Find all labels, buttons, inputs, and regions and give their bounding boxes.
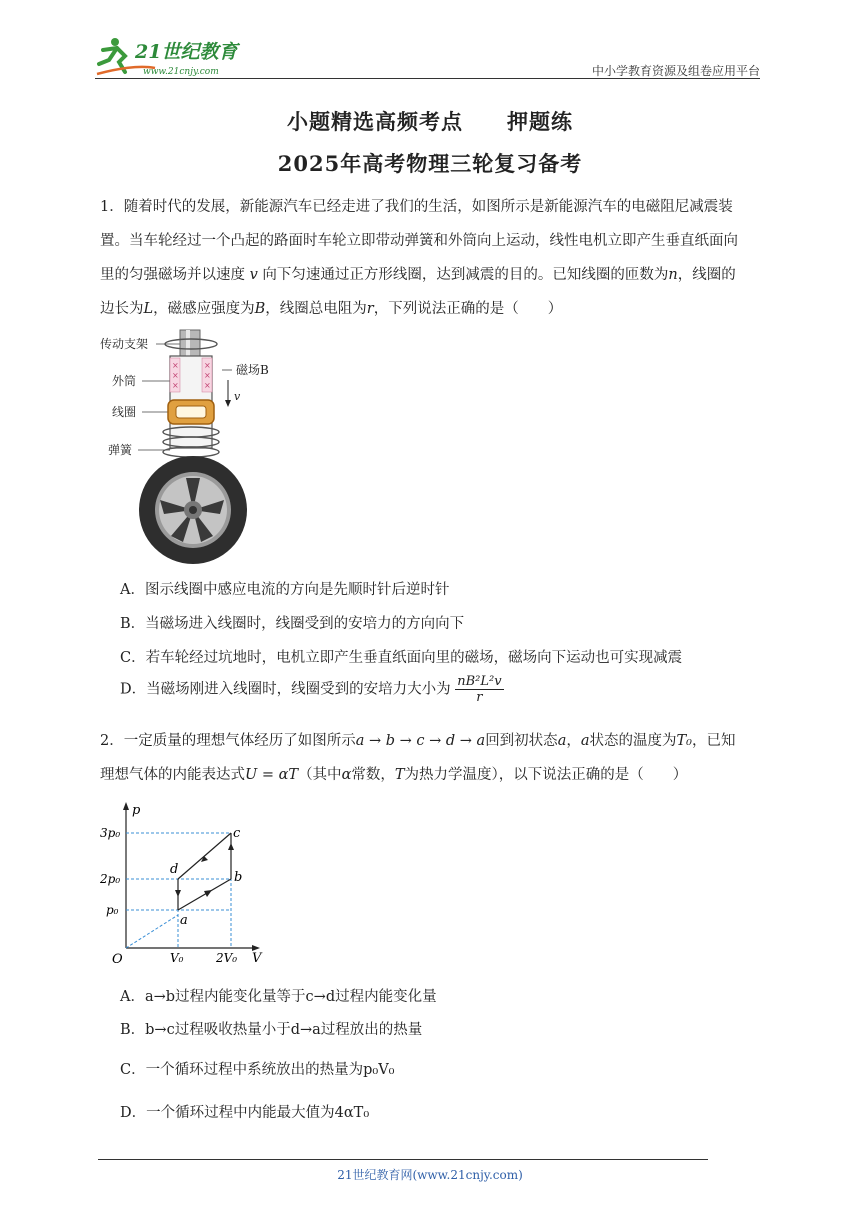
q2-option-d: D．一个循环过程中内能最大值为4αT₀ xyxy=(120,1105,370,1121)
q2-line2: 理想气体的内能表达式U = αT（其中α常数，T为热力学温度），以下说法正确的是（ ） xyxy=(100,767,688,783)
x-axis-label: V xyxy=(252,951,262,966)
q2-option-b: B．b→c过程吸收热量小于d→a过程放出的热量 xyxy=(120,1022,423,1038)
point-a: a xyxy=(180,913,188,928)
point-c: c xyxy=(233,826,241,841)
q1-line3: 里的匀强磁场并以速度 v 向下匀速通过正方形线圈，达到减震的目的。已知线圈的匝数为n，线圈的 xyxy=(100,267,736,283)
title-part2: 押题练 xyxy=(507,109,573,134)
wheel xyxy=(139,456,247,564)
svg-text:×: × xyxy=(172,381,179,390)
tick-2p0: 2p₀ xyxy=(100,872,121,886)
question-1-stem xyxy=(100,190,768,326)
svg-text:×: × xyxy=(204,371,211,380)
svg-text:×: × xyxy=(204,361,211,370)
q1-line4: 边长为L，磁感应强度为B，线圈总电阻为r，下列说法正确的是（ ） xyxy=(100,301,563,317)
point-d: d xyxy=(170,862,179,877)
question-2-stem xyxy=(100,724,768,792)
tick-v0: V₀ xyxy=(170,951,184,965)
q1-option-d: D．当磁场刚进入线圈时，线圈受到的安培力大小为 $\frac{\text{nB²L²v}}{r}$ xyxy=(120,674,502,705)
point-b: b xyxy=(234,870,243,885)
tick-p0: p₀ xyxy=(106,903,119,917)
label-bracket: 传动支架 xyxy=(100,337,149,351)
title-part1: 小题精选高频考点 xyxy=(287,109,463,134)
tick-3p0: 3p₀ xyxy=(100,826,121,840)
q1-option-b: B．当磁场进入线圈时，线圈受到的安培力的方向向下 xyxy=(120,616,465,632)
cycle-path xyxy=(178,833,231,910)
svg-text:×: × xyxy=(204,381,211,390)
platform-label: 中小学教育资源及组卷应用平台 xyxy=(591,64,760,78)
tick-2v0: 2V₀ xyxy=(216,951,238,965)
svg-text:×: × xyxy=(172,371,179,380)
page-subtitle: 2025年高考物理三轮复习备考 xyxy=(277,151,583,176)
q2-option-a: A．a→b过程内能变化量等于c→d过程内能变化量 xyxy=(120,989,437,1005)
origin-label: O xyxy=(112,952,123,967)
header-divider xyxy=(95,78,760,79)
label-coil: 线圈 xyxy=(112,405,137,419)
shock-absorber-figure xyxy=(98,328,298,566)
q2-line1: 2．一定质量的理想气体经历了如图所示a → b → c → d → a回到初状态a，a状态的温度为T₀，已知 xyxy=(100,733,736,749)
label-field: 磁场B xyxy=(236,363,269,377)
footer-divider xyxy=(98,1159,708,1160)
q1-d-fraction: $\frac{\text{nB²L²v}}{r}$ xyxy=(457,674,502,705)
logo-url: www.21cnjy.com xyxy=(143,67,219,77)
q1-line1: 1．随着时代的发展，新能源汽车已经走进了我们的生活，如图所示是新能源汽车的电磁阻尼减震装 xyxy=(100,199,733,215)
q1-line2: 置。当车轮经过一个凸起的路面时车轮立即带动弹簧和外筒向上运动，线性电机立即产生垂直纸面向 xyxy=(100,233,738,249)
q1-option-a: A．图示线圈中感应电流的方向是先顺时针后逆时针 xyxy=(120,582,450,598)
q2-option-c: C．一个循环过程中系统放出的热量为p₀V₀ xyxy=(120,1062,395,1078)
pv-graph xyxy=(100,800,276,970)
y-axis-label: p xyxy=(132,803,141,818)
page-header xyxy=(95,32,760,80)
label-velocity: v xyxy=(234,390,241,403)
q1-option-c: C．若车轮经过坑地时，电机立即产生垂直纸面向里的磁场，磁场向下运动也可实现减震 xyxy=(120,650,683,666)
logo-text: 21世纪教育 xyxy=(135,41,238,63)
label-spring: 弹簧 xyxy=(108,443,133,457)
label-outer-tube: 外筒 xyxy=(112,374,137,388)
svg-text:×: × xyxy=(172,361,179,370)
footer-link[interactable]: 21世纪教育网(www.21cnjy.com) xyxy=(337,1168,523,1182)
site-logo xyxy=(95,34,265,78)
page-title xyxy=(0,106,860,136)
